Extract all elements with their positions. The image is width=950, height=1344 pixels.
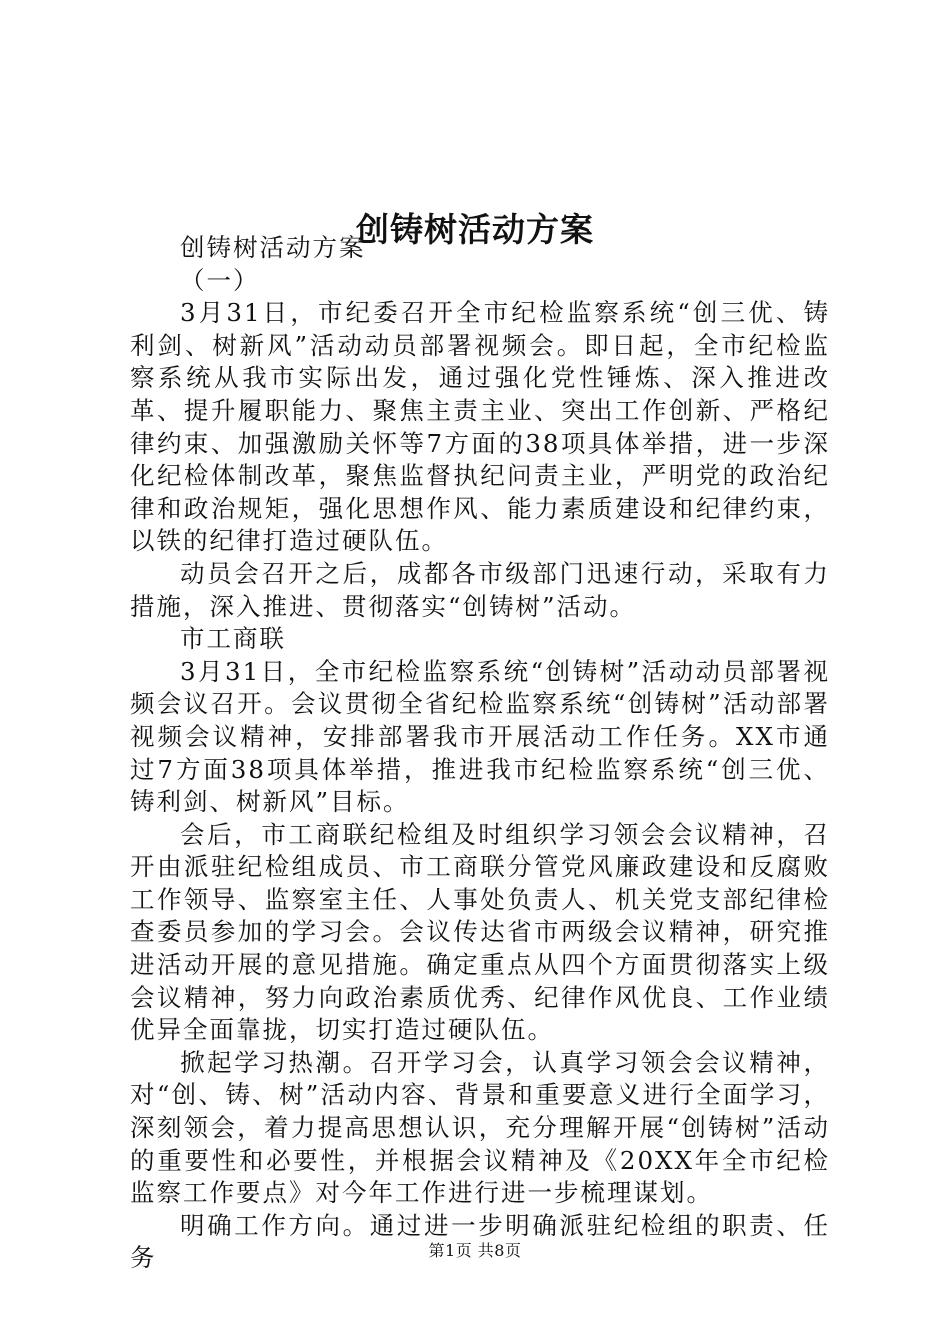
- section-number-paragraph: （一）: [180, 265, 260, 295]
- section-heading-paragraph: 市工商联: [180, 624, 286, 654]
- body-paragraph: 明确工作方向。通过进一步明确派驻纪检组的职责、任务: [130, 1210, 830, 1273]
- body-paragraph: 3月31日，市纪委召开全市纪检监察系统“创三优、铸利剑、树新风”活动动员部署视频会。即日起，全市纪检监察系统从我市实际出发，通过强化党性锤炼、深入推进改革、提升履职能力、聚焦主责主业、突出工作创新、严格纪律约束、加强激励关怀等7方面的38项具体举措，进一步深化纪检体制改革，聚焦监督执纪问责主业，严明党的政治纪律和政治规矩，强化思想作风、能力素质建设和纪律约束，以铁的纪律打造过硬队伍。: [130, 298, 830, 556]
- body-paragraph: 会后，市工商联纪检组及时组织学习领会会议精神，召开由派驻纪检组成员、市工商联分管党风廉政建设和反腐败工作领导、监察室主任、人事处负责人、机关党支部纪律检查委员参加的学习会。会议传达省市两级会议精神，研究推进活动开展的意见措施。确定重点从四个方面贯彻落实上级会议精神，努力向政治素质优秀、纪律作风优良、工作业绩优异全面靠拢，切实打造过硬队伍。: [130, 819, 830, 1045]
- document-body: [130, 232, 830, 1275]
- body-paragraph: 掀起学习热潮。召开学习会，认真学习领会会议精神，对“创、铸、树”活动内容、背景和重要意义进行全面学习，深刻领会，着力提高思想认识，充分理解开展“创铸树”活动的重要性和必要性，并根据会议精神及《20XX年全市纪检监察工作要点》对今年工作进行进一步梳理谋划。: [130, 1047, 830, 1208]
- document-title: 创铸树活动方案: [356, 210, 594, 250]
- subtitle-paragraph: 创铸树活动方案: [180, 233, 366, 262]
- page-number-footer: 第1页 共8页: [428, 1241, 522, 1260]
- body-paragraph: 3月31日，全市纪检监察系统“创铸树”活动动员部署视频会议召开。会议贯彻全省纪检监察系统“创铸树”活动部署视频会议精神，安排部署我市开展活动工作任务。XX市通过7方面38项具体举措，推进我市纪检监察系统“创三优、铸利剑、树新风”目标。: [130, 656, 830, 817]
- body-paragraph: 动员会召开之后，成都各市级部门迅速行动，采取有力措施，深入推进、贯彻落实“创铸树”活动。: [130, 558, 830, 621]
